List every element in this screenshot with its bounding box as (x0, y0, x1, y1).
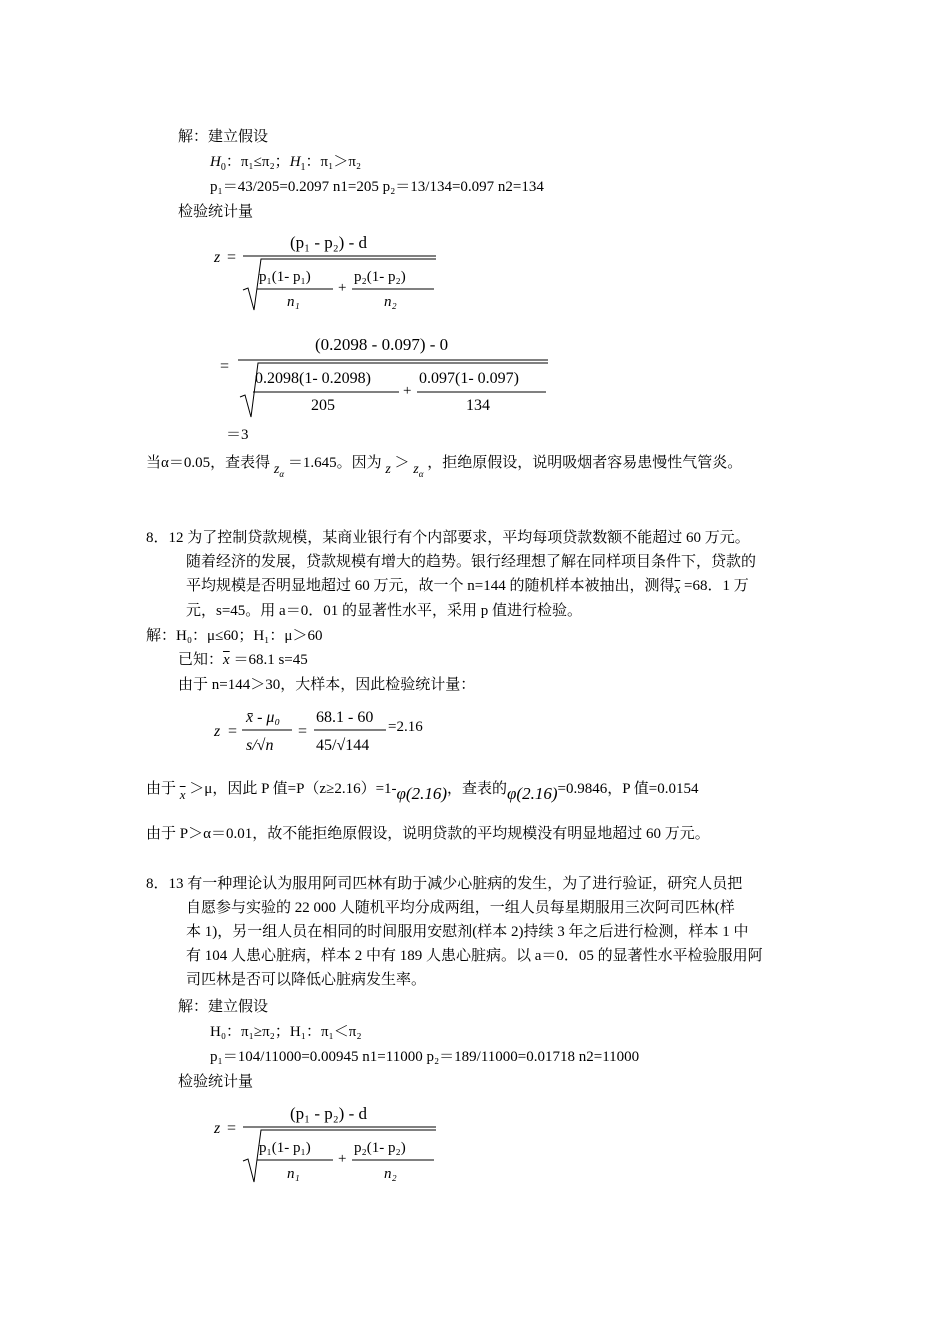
problem-8-13-line-5: 司匹林是否可以降低心脏病发生率。 (186, 972, 427, 988)
conclusion-part-d: ，拒绝原假设，说明吸烟者容易患慢性气管炎。 (427, 455, 743, 471)
formula3-numerator: (p₁ - p₂) - d (290, 1104, 367, 1123)
z-result: =2.16 (388, 719, 423, 735)
formula3-den-right-den: n₂ (384, 1166, 397, 1182)
line3-part-b: =68．1 万 (680, 578, 749, 594)
problem-8-12-line-1: 8．12 为了控制贷款规模，某商业银行有个内部要求，平均每项贷款数额不能超过 60 万元。 (146, 530, 750, 546)
z-denominator-2: s/√n (246, 737, 274, 754)
x-bar-symbol: $\overline{x}$ (674, 581, 681, 596)
formula-z-symbol: z (214, 249, 221, 266)
formula-numerator: (p₁ - p₂) - d (290, 233, 367, 252)
pval-part-a: 由于 (146, 781, 177, 797)
formula3-plus: + (338, 1151, 347, 1167)
h1-sub: 1 (300, 162, 306, 173)
formula-den-right-den: n₂ (384, 294, 397, 310)
subst-den-left-den: 205 (311, 397, 335, 414)
known-label: 已知： (178, 652, 224, 668)
hypothesis-line-3: H₀：π₁≥π₂；H₁：π₁＜π₂ (210, 1024, 362, 1040)
phi-function-2: φ(2.16) (507, 784, 558, 803)
z-symbol: z (385, 462, 391, 477)
z-equals-3: = (298, 723, 308, 740)
z-label-2: z (214, 723, 221, 740)
z-alpha-symbol-2: z (413, 462, 419, 477)
formula-den-left-num: p₁(1- p₁) (259, 269, 311, 285)
z-alpha-symbol: z (273, 462, 280, 477)
formula-equals: = (227, 249, 237, 266)
z-numerator-3: 68.1 - 60 (316, 709, 374, 726)
solution-label-3: 解：建立假设 (178, 999, 269, 1015)
z-equals-2: = (228, 723, 238, 740)
x-bar-symbol-3: $\overline{x}$ (179, 787, 186, 802)
formula-den-left-den: n₁ (287, 294, 300, 310)
h1-condition: ：π₁＞π₂ (305, 154, 362, 170)
line3-part-a: 平均规模是否明显地超过 60 万元，故一个 n=144 的随机样本被抽出，测得 (186, 578, 675, 594)
formula3-den-left-den: n₁ (287, 1166, 300, 1182)
pval-part-c: ，查表的 (447, 781, 508, 797)
subst-equals: = (220, 358, 230, 375)
subst-den-right-den: 134 (466, 397, 490, 414)
large-sample-line: 由于 n=144＞30，大样本，因此检验统计量： (178, 677, 476, 693)
formula3-z-symbol: z (214, 1120, 221, 1137)
problem-8-13-line-1: 8．13 有一种理论认为服用阿司匹林有助于减少心脏病的发生，为了进行验证，研究人员把 (146, 876, 743, 892)
x-bar-symbol-2: $\overline{x}$ (223, 652, 230, 668)
z-alpha-sub-2: α (418, 469, 424, 479)
sample-proportions-line-3: p₁＝104/11000=0.00945 n1=11000 p₂＝189/11000=0.01718 n2=11000 (210, 1049, 640, 1065)
subst-den-left-num: 0.2098(1- 0.2098) (255, 370, 371, 387)
hypothesis-line-2: 解：H₀：μ≤60；H₁：μ＞60 (146, 628, 323, 644)
problem-8-13-line-3: 本 1)，另一组人员在相同的时间服用安慰剂(样本 2)持续 3 年之后进行检测，样本 1 中 (186, 924, 749, 940)
formula3-equals: = (227, 1120, 237, 1137)
formula3-den-right-num: p₂(1- p₂) (354, 1140, 406, 1156)
problem-8-12-line-4: 元，s=45。用 a＝0．01 的显著性水平，采用 p 值进行检验。 (186, 603, 582, 619)
pval-part-d: =0.9846，P 值=0.0154 (557, 781, 699, 797)
phi-function-1: φ(2.16) (396, 784, 448, 803)
problem-8-13-line-2: 自愿参与实验的 22 000 人随机平均分成两组，一组人员每星期服用三次阿司匹林(样 (186, 900, 735, 916)
formula-plus: + (338, 280, 347, 296)
h0-symbol: H (210, 154, 221, 170)
solution-label-1: 解：建立假设 (178, 129, 269, 145)
h0-condition: ：π₁≤π₂； (225, 154, 290, 170)
subst-den-right-num: 0.097(1- 0.097) (419, 370, 519, 387)
known-values: ＝68.1 s=45 (229, 652, 308, 668)
conclusion-line-2: 由于 P＞α＝0.01，故不能拒绝原假设，说明贷款的平均规模没有明显地超过 60 万元。 (146, 826, 710, 842)
conclusion-part-b: ＝1.645。因为 (287, 455, 382, 471)
formula3-den-left-num: p₁(1- p₁) (259, 1140, 311, 1156)
z-denominator-3: 45/√144 (316, 737, 370, 754)
test-statistic-label-3: 检验统计量 (178, 1074, 254, 1090)
z-numerator-2: x̄ - μ₀ (246, 709, 281, 726)
problem-8-12-line-2: 随着经济的发展，贷款规模有增大的趋势。银行经理想了解在同样项目条件下，贷款的 (186, 554, 757, 570)
subst-numerator: (0.2098 - 0.097) - 0 (315, 335, 449, 354)
conclusion-part-a: 当α＝0.05，查表得 (146, 455, 271, 471)
sample-proportions-line-1: p₁＝43/205=0.2097 n1=205 p₂＝13/134=0.097 n2=134 (210, 179, 544, 195)
subst-plus: + (403, 383, 412, 399)
result-value-1: ＝3 (226, 427, 249, 443)
greater-than: ＞ (394, 455, 410, 471)
h1-symbol: H (289, 154, 301, 170)
formula-den-right-num: p₂(1- p₂) (354, 269, 406, 285)
z-alpha-sub: α (279, 469, 285, 479)
problem-8-13-line-4: 有 104 人患心脏病，样本 2 中有 189 人患心脏病。以 a＝0．05 的显著性水平检验服用阿 (186, 948, 763, 964)
pval-part-b: ＞μ，因此 P 值=P（z≥2.16）=1- (189, 781, 397, 797)
test-statistic-label-1: 检验统计量 (178, 204, 254, 220)
h0-sub: 0 (220, 162, 226, 173)
